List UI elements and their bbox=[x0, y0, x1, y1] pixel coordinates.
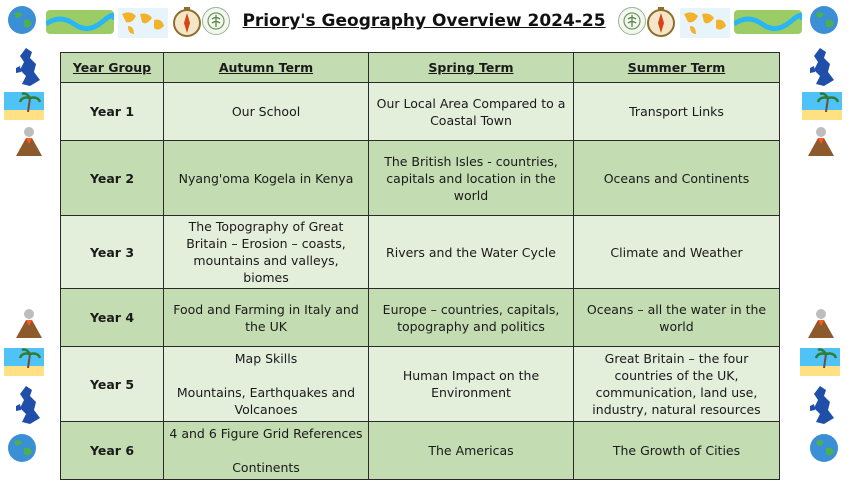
year-cell: Year 4 bbox=[61, 289, 164, 347]
river-map-icon bbox=[734, 8, 802, 40]
table-row bbox=[61, 83, 780, 141]
table-row bbox=[61, 347, 780, 422]
year-cell: Year 2 bbox=[61, 141, 164, 216]
globe-icon bbox=[6, 432, 38, 468]
summer-cell: Transport Links bbox=[574, 83, 780, 141]
summer-cell: Oceans – all the water in the world bbox=[574, 289, 780, 347]
world-map-icon bbox=[680, 8, 730, 42]
uk-map-icon bbox=[12, 384, 42, 430]
year-cell: Year 1 bbox=[61, 83, 164, 141]
spring-cell: Our Local Area Compared to a Coastal Town bbox=[369, 83, 574, 141]
uk-map-icon bbox=[806, 46, 836, 92]
globe-icon bbox=[808, 4, 840, 40]
geography-overview-table bbox=[60, 52, 780, 480]
uk-map-icon bbox=[12, 46, 42, 92]
autumn-cell: The Topography of Great Britain – Erosion – coasts, mountains and valleys, biomes bbox=[164, 216, 369, 289]
spring-cell: Human Impact on the Environment bbox=[369, 347, 574, 422]
river-map-icon bbox=[46, 8, 114, 40]
volcano-icon bbox=[14, 308, 44, 344]
summer-cell: Oceans and Continents bbox=[574, 141, 780, 216]
autumn-cell: 4 and 6 Figure Grid References Continents bbox=[164, 422, 369, 480]
autumn-cell: Food and Farming in Italy and the UK bbox=[164, 289, 369, 347]
header-spring-term: Spring Term bbox=[369, 53, 574, 83]
autumn-cell: Nyang'oma Kogela in Kenya bbox=[164, 141, 369, 216]
spring-cell: Europe – countries, capitals, topography and politics bbox=[369, 289, 574, 347]
compass-icon bbox=[646, 6, 676, 42]
table-header-row bbox=[61, 53, 780, 83]
compass-icon bbox=[172, 6, 202, 42]
year-cell: Year 5 bbox=[61, 347, 164, 422]
volcano-icon bbox=[806, 308, 836, 344]
table-row bbox=[61, 216, 780, 289]
summer-cell: The Growth of Cities bbox=[574, 422, 780, 480]
world-map-icon bbox=[118, 8, 168, 42]
volcano-icon bbox=[14, 126, 44, 162]
spring-cell: The Americas bbox=[369, 422, 574, 480]
school-badge-icon bbox=[202, 7, 230, 35]
table-row bbox=[61, 289, 780, 347]
palm-beach-icon bbox=[4, 348, 44, 380]
table-row bbox=[61, 141, 780, 216]
globe-icon bbox=[808, 432, 840, 468]
uk-map-icon bbox=[806, 384, 836, 430]
school-badge-icon bbox=[618, 7, 646, 35]
autumn-cell: Map Skills Mountains, Earthquakes and Volcanoes bbox=[164, 347, 369, 422]
globe-icon bbox=[6, 4, 38, 40]
header-year-group: Year Group bbox=[61, 53, 164, 83]
spring-cell: The British Isles - countries, capitals and location in the world bbox=[369, 141, 574, 216]
palm-beach-icon bbox=[802, 92, 842, 124]
header-summer-term: Summer Term bbox=[574, 53, 780, 83]
summer-cell: Great Britain – the four countries of the UK, communication, land use, industry, natural resources bbox=[574, 347, 780, 422]
year-cell: Year 3 bbox=[61, 216, 164, 289]
palm-beach-icon bbox=[4, 92, 44, 124]
spring-cell: Rivers and the Water Cycle bbox=[369, 216, 574, 289]
summer-cell: Climate and Weather bbox=[574, 216, 780, 289]
header-autumn-term: Autumn Term bbox=[164, 53, 369, 83]
autumn-cell: Our School bbox=[164, 83, 369, 141]
year-cell: Year 6 bbox=[61, 422, 164, 480]
page-title: Priory's Geography Overview 2024-25 bbox=[242, 11, 606, 31]
volcano-icon bbox=[806, 126, 836, 162]
palm-beach-icon bbox=[800, 348, 840, 380]
